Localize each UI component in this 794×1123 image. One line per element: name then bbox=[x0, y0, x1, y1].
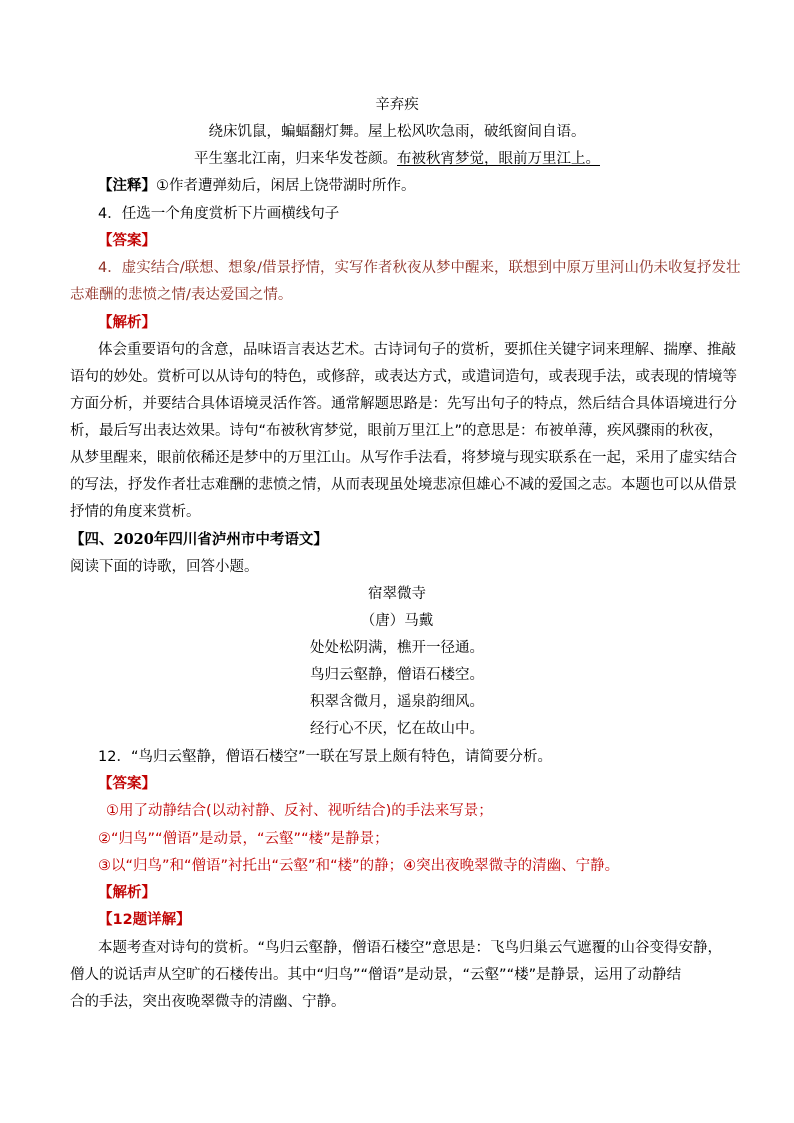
q4-answer-line: 志难酬的悲愤之情/表达爱国之情。 bbox=[70, 287, 293, 303]
q12-question: 12．“鸟归云壑静，僧语石楼空”一联在写景上颇有特色，请简要分析。 bbox=[98, 749, 552, 765]
poem2-line: 鸟归云壑静，僧语石楼空。 bbox=[310, 667, 484, 683]
poem1-line2 bbox=[0, 149, 794, 169]
q4-question: 4．任选一个角度赏析下片画横线句子 bbox=[98, 206, 340, 222]
detail-line: 僧人的说话声从空旷的石楼传出。其中“归鸟”“僧语”是动景，“云壑”“楼”是静景，运用了动静结 bbox=[70, 967, 682, 983]
section-heading: 【四、2020年四川省泸州市中考语文】 bbox=[70, 531, 328, 548]
analysis-line: 抒情的角度来赏析。 bbox=[70, 504, 201, 520]
section-instruction: 阅读下面的诗歌，回答小题。 bbox=[70, 559, 259, 575]
analysis-line: 方面分析，并要结合具体语境灵活作答。通常解题思路是：先写出句子的特点，然后结合具体语境进行分 bbox=[70, 396, 737, 412]
poem1-line2-plain: 平生塞北江南，归来华发苍颜。 bbox=[194, 151, 397, 167]
analysis-line: 的写法，抒发作者壮志难酬的悲愤之情，从而表现虽处境悲凉但雄心不减的爱国之志。本题也可以从借景 bbox=[70, 477, 737, 493]
q12-answer-line: ②“归鸟”“僧语”是动景，“云壑”“楼”是静景； bbox=[98, 831, 389, 847]
poem2-title: 宿翠微寺 bbox=[368, 586, 426, 602]
poem1-line2-underlined: 布被秋宵梦觉，眼前万里江上。 bbox=[397, 151, 600, 167]
analysis-line: 体会重要语句的含意，品味语言表达艺术。古诗词句子的赏析，要抓住关键字词来理解、揣摩、推敲 bbox=[98, 342, 736, 358]
q12-answer-line: ①用了动静结合(以动衬静、反衬、视听结合)的手法来写景； bbox=[106, 803, 493, 819]
q4-answer-line: 4．虚实结合/联想、想象/借景抒情，实写作者秋夜从梦中醒来，联想到中原万里河山仍未收复抒发壮 bbox=[98, 260, 741, 276]
poem1-note bbox=[98, 176, 416, 196]
q4-analysis-label: 【解析】 bbox=[98, 315, 156, 331]
poem2-line: 经行心不厌，忆在故山中。 bbox=[310, 721, 484, 737]
poem1-author: 辛弃疾 bbox=[375, 97, 419, 113]
q12-detail-label: 【12题详解】 bbox=[98, 912, 191, 928]
q4-answer-label: 【答案】 bbox=[98, 233, 156, 249]
detail-line: 合的手法，突出夜晚翠微寺的清幽、宁静。 bbox=[70, 994, 346, 1010]
analysis-line: 析，最后写出表达效果。诗句“布被秋宵梦觉，眼前万里江上”的意思是：布被单薄，疾风骤雨的秋夜， bbox=[70, 423, 724, 439]
note-label: 【注释】 bbox=[98, 178, 156, 194]
note-text: ①作者遭弹劾后，闲居上饶带湖时所作。 bbox=[156, 178, 416, 194]
poem2-line: 积翠含微月，遥泉韵细风。 bbox=[310, 694, 484, 710]
q12-answer-line: ③以“归鸟”和“僧语”衬托出“云壑”和“楼”的静；④突出夜晚翠微寺的清幽、宁静。 bbox=[98, 858, 620, 874]
poem1-line1: 绕床饥鼠，蝙蝠翻灯舞。屋上松风吹急雨，破纸窗间自语。 bbox=[208, 124, 586, 140]
poem2-line: 处处松阴满，樵开一径通。 bbox=[310, 640, 484, 656]
detail-line: 本题考查对诗句的赏析。“鸟归云壑静，僧语石楼空”意思是：飞鸟归巢云气遮覆的山谷变得安静， bbox=[98, 940, 723, 956]
q12-analysis-label: 【解析】 bbox=[98, 885, 156, 901]
poem2-author: （唐）马戴 bbox=[360, 613, 434, 629]
q12-answer-label: 【答案】 bbox=[98, 776, 156, 792]
analysis-line: 语句的妙处。赏析可以从诗句的特色，或修辞，或表达方式，或遣词造句，或表现手法，或表现的情境等 bbox=[70, 369, 737, 385]
analysis-line: 从梦里醒来，眼前依稀还是梦中的万里江山。从写作手法看，将梦境与现实联系在一起，采用了虚实结合 bbox=[70, 450, 737, 466]
